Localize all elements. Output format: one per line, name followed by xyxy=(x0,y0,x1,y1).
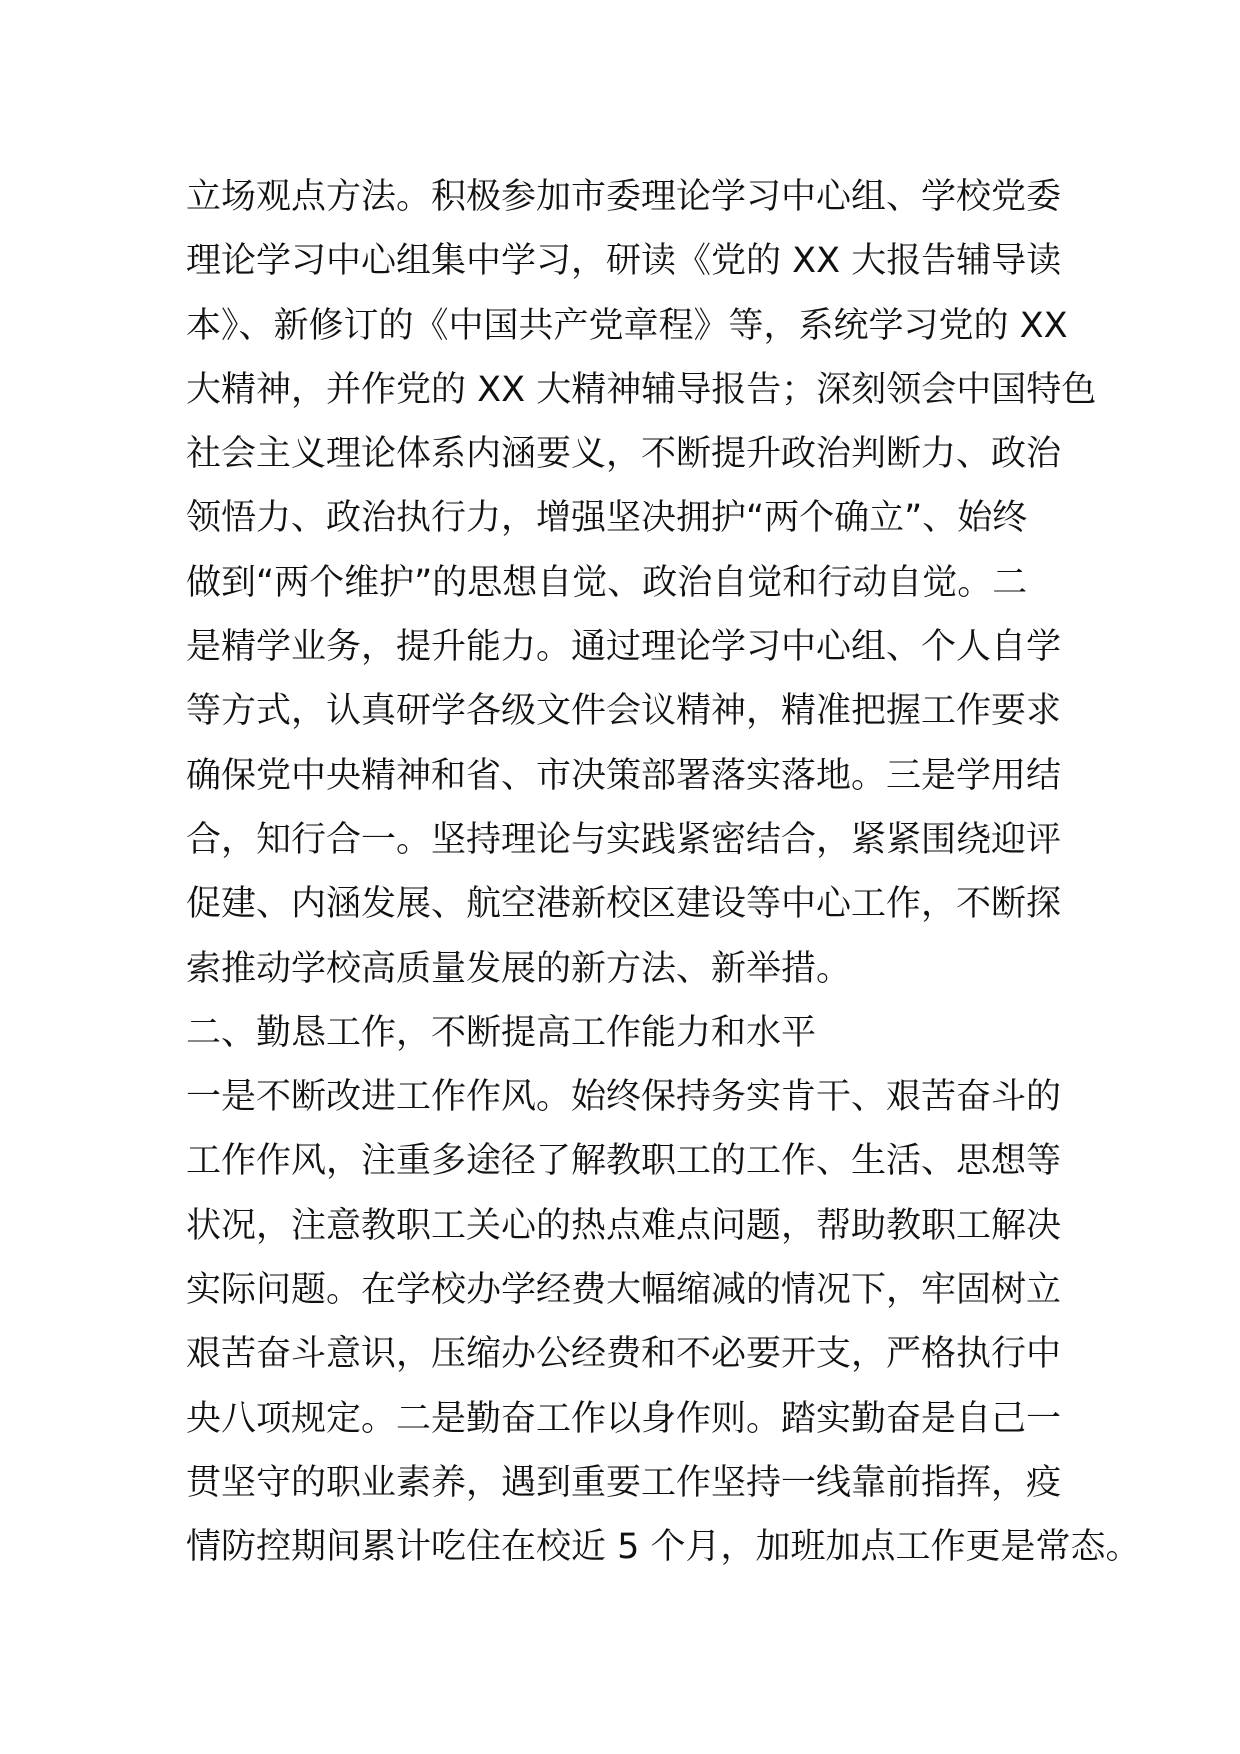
text-line: 促建、内涵发展、航空港新校区建设等中心工作，不断探 xyxy=(186,884,1062,925)
text-line: 索推动学校高质量发展的新方法、新举措。 xyxy=(186,948,852,989)
text-line: 工作作风，注重多途径了解教职工的工作、生活、思想等 xyxy=(186,1141,1062,1182)
text-line: 情防控期间累计吃住在校近 5 个月，加班加点工作更是常态。 xyxy=(186,1527,1141,1568)
text-line: 是精学业务，提升能力。通过理论学习中心组、个人自学 xyxy=(186,627,1062,668)
body-text xyxy=(186,165,1141,1580)
text-line: 领悟力、政治执行力，增强坚决拥护“两个确立”、始终 xyxy=(186,498,1028,539)
text-line: 本》、新修订的《中国共产党章程》等，系统学习党的 XX xyxy=(186,305,1068,346)
text-line: 理论学习中心组集中学习，研读《党的 XX 大报告辅导读 xyxy=(186,241,1062,282)
text-line: 合，知行合一。坚持理论与实践紧密结合，紧紧围绕迎评 xyxy=(186,819,1062,860)
text-line: 状况，注意教职工关心的热点难点问题，帮助教职工解决 xyxy=(186,1205,1062,1246)
text-line: 一是不断改进工作作风。始终保持务实肯干、艰苦奋斗的 xyxy=(186,1077,1062,1118)
text-line: 艰苦奋斗意识，压缩办公经费和不必要开支，严格执行中 xyxy=(186,1334,1062,1375)
text-line: 做到“两个维护”的思想自觉、政治自觉和行动自觉。二 xyxy=(186,562,1028,603)
text-line: 实际问题。在学校办学经费大幅缩减的情况下，牢固树立 xyxy=(186,1270,1062,1311)
section-heading: 二、勤恳工作，不断提高工作能力和水平 xyxy=(186,1012,817,1053)
text-line: 大精神，并作党的 XX 大精神辅导报告；深刻领会中国特色 xyxy=(186,369,1097,410)
text-line: 确保党中央精神和省、市决策部署落实落地。三是学用结 xyxy=(186,755,1062,796)
text-line: 贯坚守的职业素养，遇到重要工作坚持一线靠前指挥，疫 xyxy=(186,1462,1062,1503)
text-line: 央八项规定。二是勤奋工作以身作则。踏实勤奋是自己一 xyxy=(186,1398,1062,1439)
text-line: 立场观点方法。积极参加市委理论学习中心组、学校党委 xyxy=(186,177,1062,217)
text-line: 等方式，认真研学各级文件会议精神，精准把握工作要求 xyxy=(186,691,1062,732)
text-line: 社会主义理论体系内涵要义，不断提升政治判断力、政治 xyxy=(186,434,1062,475)
